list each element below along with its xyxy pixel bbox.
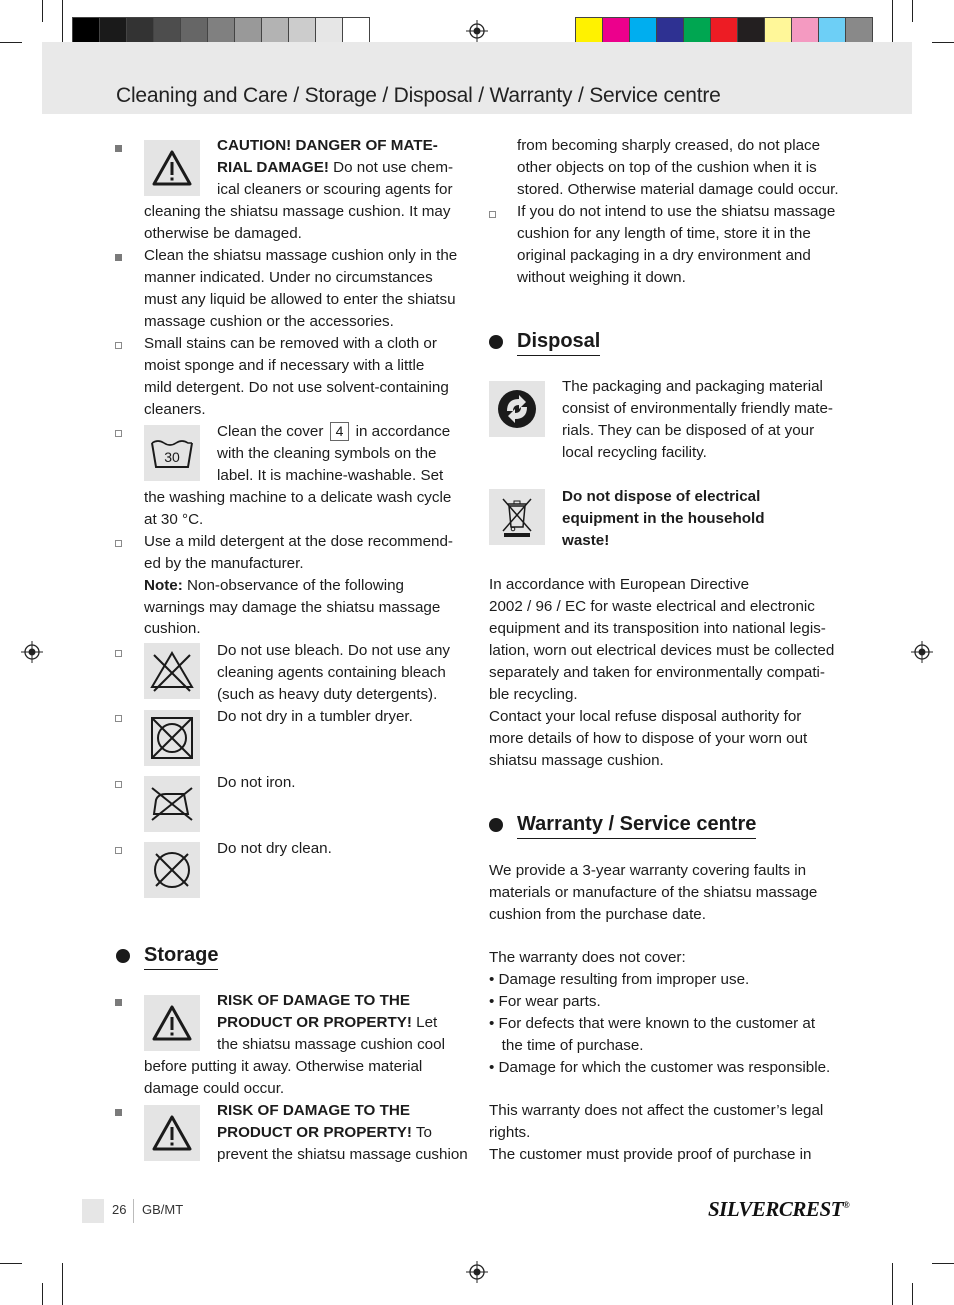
- note-text: Non-observance of the following: [182, 577, 405, 594]
- color-swatch: [683, 17, 711, 44]
- note-line: [144, 575, 404, 597]
- cover-text: in accordance: [351, 423, 451, 440]
- crop-mark: [42, 0, 43, 22]
- color-swatch: [126, 17, 154, 44]
- crop-mark: [912, 0, 913, 22]
- exclusion-item: • For defects that were known to the customer at: [489, 1015, 816, 1032]
- crop-mark: [62, 1263, 63, 1305]
- paragraph-line: cushion from the purchase date.: [489, 906, 706, 923]
- crop-mark: [892, 1263, 893, 1305]
- caution-text-b: Do not use chem-: [328, 159, 454, 176]
- storage-section-title: Storage: [144, 943, 218, 970]
- color-swatch: [180, 17, 208, 44]
- caution-text: ical cleaners or scouring agents for: [217, 181, 453, 198]
- paragraph-line: Do not dry clean.: [217, 840, 332, 857]
- bullet: [115, 715, 122, 722]
- paragraph-line: rials. They can be disposed of at your: [562, 422, 815, 439]
- crop-mark: [62, 0, 63, 42]
- warning-triangle-icon: [144, 140, 200, 196]
- risk-text: [217, 1012, 437, 1034]
- registration-mark-icon: [21, 641, 43, 663]
- paragraph-line: The customer must provide proof of purchase in: [489, 1146, 812, 1163]
- paragraph-line: Do not use bleach. Do not use any: [217, 642, 451, 659]
- warning-triangle-icon: [144, 1105, 200, 1161]
- warranty-section-title: Warranty / Service centre: [517, 812, 756, 839]
- green-dot-recycling-icon: [489, 381, 545, 437]
- caution-heading-b: RIAL DAMAGE!: [217, 159, 329, 176]
- paragraph-line: cleaners.: [144, 401, 206, 418]
- paragraph-line: shiatsu massage cushion.: [489, 752, 664, 769]
- weee-heading: Do not dispose of electrical: [562, 488, 761, 505]
- paragraph-line: local recycling facility.: [562, 444, 707, 461]
- caution-heading: CAUTION! DANGER OF MATE-: [217, 137, 438, 154]
- note-label: Note:: [144, 577, 183, 594]
- bullet: [115, 847, 122, 854]
- paragraph-line: consist of environmentally friendly mate-: [562, 400, 833, 417]
- bullet: [115, 540, 122, 547]
- bullet: [115, 781, 122, 788]
- paragraph-line: cleaning agents containing bleach: [217, 664, 446, 681]
- footer-divider: [133, 1199, 134, 1223]
- wash-temperature: 30: [164, 449, 180, 465]
- color-swatch: [710, 17, 738, 44]
- bullet: [489, 211, 496, 218]
- color-swatch: [72, 17, 100, 44]
- color-swatch: [288, 17, 316, 44]
- color-swatch: [99, 17, 127, 44]
- paragraph-line: with the cleaning symbols on the: [217, 445, 437, 462]
- color-swatch: [261, 17, 289, 44]
- paragraph-line: from becoming sharply creased, do not place: [517, 137, 821, 154]
- paragraph-line: before putting it away. Otherwise material: [144, 1058, 423, 1075]
- exclusion-item: • Damage for which the customer was responsible.: [489, 1059, 831, 1076]
- bullet: [115, 254, 122, 261]
- paragraph-line: warnings may damage the shiatsu massage: [144, 599, 441, 616]
- paragraph-line: prevent the shiatsu massage cushion: [217, 1146, 468, 1163]
- paragraph-line: equipment and its transposition into national legis-: [489, 620, 826, 637]
- registration-mark-icon: [911, 641, 933, 663]
- brand-logo: [708, 1197, 849, 1222]
- paragraph-line: This warranty does not affect the customer’s legal: [489, 1102, 824, 1119]
- paragraph-line: other objects on top of the cushion when it is: [517, 159, 817, 176]
- paragraph-line: In accordance with European Directive: [489, 576, 750, 593]
- risk-heading: RISK OF DAMAGE TO THE: [217, 1102, 410, 1119]
- risk-heading-b: PRODUCT OR PROPERTY!: [217, 1124, 412, 1141]
- color-swatch: [629, 17, 657, 44]
- paragraph-line: ble recycling.: [489, 686, 578, 703]
- page-number: 26: [112, 1202, 127, 1217]
- crop-mark: [932, 1263, 954, 1264]
- crop-mark: [892, 0, 893, 42]
- risk-text-b: To: [411, 1124, 432, 1141]
- paragraph-line: The packaging and packaging material: [562, 378, 823, 395]
- risk-heading-b: PRODUCT OR PROPERTY!: [217, 1014, 412, 1031]
- crop-mark: [0, 42, 22, 43]
- paragraph-line: [217, 421, 450, 443]
- color-swatch: [575, 17, 603, 44]
- paragraph-line: the washing machine to a delicate wash cycle: [144, 489, 452, 506]
- paragraph-line: separately and taken for environmentally compati-: [489, 664, 825, 681]
- color-swatch: [737, 17, 765, 44]
- paragraph-line: must any liquid be allowed to enter the shiatsu: [144, 291, 456, 308]
- language-code: GB/MT: [142, 1202, 184, 1217]
- wash-30-icon: [144, 425, 200, 481]
- exclusion-item: the time of purchase.: [489, 1037, 644, 1054]
- paragraph-line: massage cushion or the accessories.: [144, 313, 394, 330]
- paragraph-line: damage could occur.: [144, 1080, 285, 1097]
- paragraph-line: moist sponge and if necessary with a little: [144, 357, 425, 374]
- color-swatch: [602, 17, 630, 44]
- bullet: [115, 999, 122, 1006]
- color-swatch: [342, 17, 370, 44]
- no-bleach-icon: [144, 643, 200, 699]
- paragraph-line: (such as heavy duty detergents).: [217, 686, 438, 703]
- color-swatch: [234, 17, 262, 44]
- color-swatch: [845, 17, 873, 44]
- page-title: Cleaning and Care / Storage / Disposal / Warranty / Service centre: [116, 84, 721, 107]
- paragraph-line: Use a mild detergent at the dose recommend-: [144, 533, 453, 550]
- brand-mark: ®: [842, 1200, 850, 1210]
- bullet: [115, 145, 122, 152]
- bullet: [115, 430, 122, 437]
- risk-text: [217, 1122, 432, 1144]
- no-iron-icon: [144, 776, 200, 832]
- cover-text: Clean the cover: [217, 423, 324, 440]
- paragraph-line: The warranty does not cover:: [489, 949, 686, 966]
- paragraph-line: We provide a 3-year warranty covering faults in: [489, 862, 807, 879]
- exclusion-item: • Damage resulting from improper use.: [489, 971, 750, 988]
- paragraph-line: Small stains can be removed with a cloth or: [144, 335, 437, 352]
- section-bullet: [489, 335, 503, 349]
- paragraph-line: mild detergent. Do not use solvent-containing: [144, 379, 449, 396]
- registration-mark-icon: [466, 1261, 488, 1283]
- paragraph-line: original packaging in a dry environment and: [517, 247, 811, 264]
- paragraph-line: stored. Otherwise material damage could occur.: [517, 181, 839, 198]
- bullet: [115, 650, 122, 657]
- color-swatch: [764, 17, 792, 44]
- paragraph-line: Contact your local refuse disposal authority for: [489, 708, 802, 725]
- disposal-section-title: Disposal: [517, 329, 600, 356]
- caution-text: cleaning the shiatsu massage cushion. It may: [144, 203, 451, 220]
- paragraph-line: label. It is machine-washable. Set: [217, 467, 444, 484]
- paragraph-line: 2002 / 96 / EC for waste electrical and electronic: [489, 598, 815, 615]
- exclusion-item: • For wear parts.: [489, 993, 601, 1010]
- paragraph-line: manner indicated. Under no circumstances: [144, 269, 433, 286]
- paragraph-line: Do not iron.: [217, 774, 296, 791]
- color-swatch: [791, 17, 819, 44]
- section-bullet: [489, 818, 503, 832]
- risk-heading: RISK OF DAMAGE TO THE: [217, 992, 410, 1009]
- paragraph-line: rights.: [489, 1124, 531, 1141]
- color-swatch: [656, 17, 684, 44]
- paragraph-line: without weighing it down.: [517, 269, 686, 286]
- no-dry-clean-icon: [144, 842, 200, 898]
- footer-tab: [82, 1199, 104, 1223]
- section-bullet: [116, 949, 130, 963]
- color-swatch: [818, 17, 846, 44]
- paragraph-line: the shiatsu massage cushion cool: [217, 1036, 445, 1053]
- risk-text-b: Let: [411, 1014, 438, 1031]
- paragraph-line: materials or manufacture of the shiatsu massage: [489, 884, 818, 901]
- bullet: [115, 342, 122, 349]
- paragraph-line: at 30 °C.: [144, 511, 204, 528]
- weee-heading: equipment in the household: [562, 510, 765, 527]
- paragraph-line: cushion for any length of time, store it in the: [517, 225, 811, 242]
- crop-mark: [42, 1283, 43, 1305]
- warning-triangle-icon: [144, 995, 200, 1051]
- crop-mark: [932, 42, 954, 43]
- no-tumble-dry-icon: [144, 710, 200, 766]
- paragraph-line: Do not dry in a tumbler dryer.: [217, 708, 413, 725]
- caution-text: [217, 157, 453, 179]
- color-swatch: [153, 17, 181, 44]
- caution-text: otherwise be damaged.: [144, 225, 302, 242]
- crossed-bin-icon: [489, 489, 545, 545]
- crop-mark: [912, 1283, 913, 1305]
- color-swatch: [315, 17, 343, 44]
- paragraph-line: lation, worn out electrical devices must be collected: [489, 642, 835, 659]
- paragraph-line: cushion.: [144, 620, 201, 637]
- weee-heading: waste!: [562, 532, 610, 549]
- paragraph-line: ed by the manufacturer.: [144, 555, 304, 572]
- registration-mark-icon: [466, 20, 488, 42]
- paragraph-line: Clean the shiatsu massage cushion only in the: [144, 247, 458, 264]
- crop-mark: [0, 1263, 22, 1264]
- paragraph-line: more details of how to dispose of your worn out: [489, 730, 808, 747]
- brand-name: SILVERCREST: [708, 1197, 843, 1221]
- color-swatch: [207, 17, 235, 44]
- bullet: [115, 1109, 122, 1116]
- part-reference: 4: [330, 422, 350, 441]
- paragraph-line: If you do not intend to use the shiatsu massage: [517, 203, 836, 220]
